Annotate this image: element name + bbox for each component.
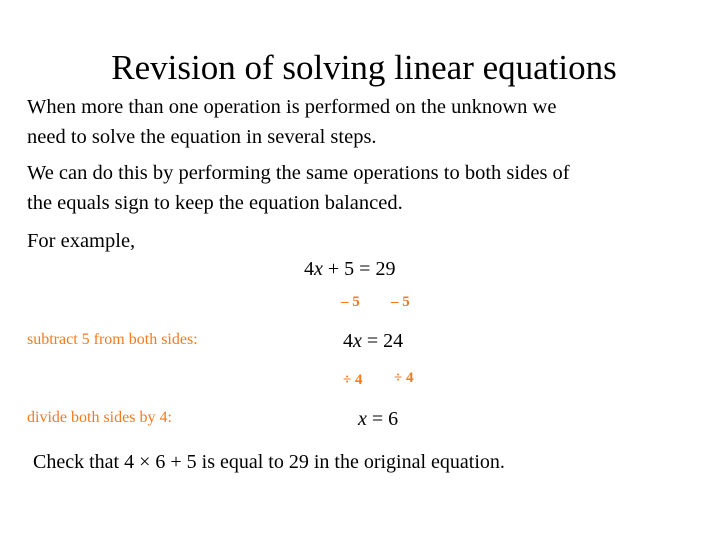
op-subtract-right: – 5 xyxy=(391,294,410,310)
equation-solution-var: x xyxy=(358,408,367,430)
op-subtract-left: – 5 xyxy=(341,294,360,310)
equation-original-var: x xyxy=(314,258,323,280)
note-subtract: subtract 5 from both sides: xyxy=(27,331,198,348)
balance-paragraph xyxy=(27,158,570,218)
equation-original xyxy=(304,258,395,281)
equation-solution-rest: = 6 xyxy=(366,408,399,430)
equation-step-2-coef: 4 xyxy=(343,330,353,352)
balance-line-2: the equals sign to keep the equation balanced. xyxy=(27,192,403,214)
equation-step-2 xyxy=(343,330,403,353)
slide-title xyxy=(0,48,728,88)
example-label: For example, xyxy=(27,230,136,252)
slide-title-text: Revision of solving linear equations xyxy=(111,48,617,87)
op-divide-left: ÷ 4 xyxy=(343,372,363,388)
op-divide-right: ÷ 4 xyxy=(394,370,414,386)
equation-step-2-rest: = 24 xyxy=(361,330,404,352)
check-statement: Check that 4 × 6 + 5 is equal to 29 in the original equation. xyxy=(33,451,505,473)
intro-paragraph xyxy=(27,92,556,152)
equation-step-2-var: x xyxy=(353,330,362,352)
equation-original-rest: + 5 = 29 xyxy=(322,258,396,280)
note-divide: divide both sides by 4: xyxy=(27,409,172,426)
intro-line-2: need to solve the equation in several steps. xyxy=(27,126,377,148)
equation-solution xyxy=(358,408,398,431)
balance-line-1: We can do this by performing the same operations to both sides of xyxy=(27,162,570,184)
intro-line-1: When more than one operation is performed on the unknown we xyxy=(27,96,557,118)
equation-original-coef: 4 xyxy=(304,258,314,280)
